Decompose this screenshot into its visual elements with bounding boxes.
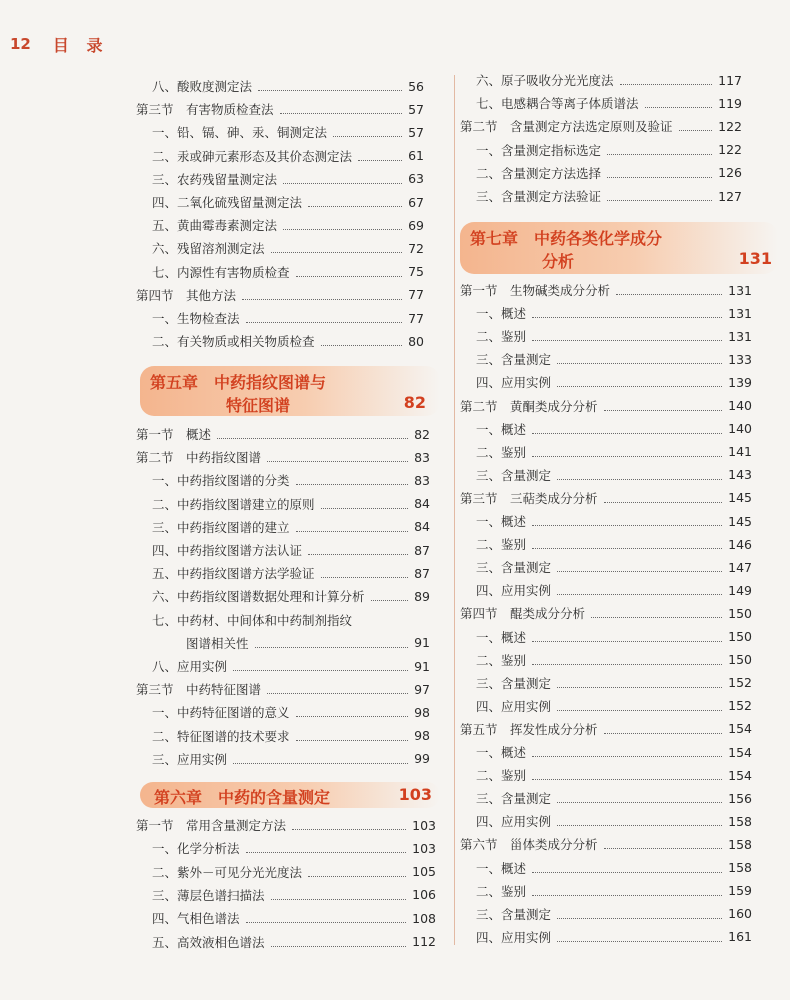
toc-entry[interactable] bbox=[152, 76, 424, 96]
leader-dots bbox=[296, 522, 409, 532]
toc-entry-title: 一、概述 bbox=[476, 514, 527, 529]
toc-entry-title: 四、应用实例 bbox=[476, 814, 552, 830]
toc-entry-title: 五、黄曲霉毒素测定法 bbox=[152, 218, 278, 234]
leader-dots bbox=[532, 539, 722, 549]
toc-entry-page: 150 bbox=[728, 652, 752, 668]
toc-entry-title: 二、鉴别 bbox=[476, 329, 527, 345]
toc-entry-title: 三、含量测定 bbox=[476, 791, 552, 807]
leader-dots bbox=[371, 591, 409, 601]
toc-entry-title: 一、概述 bbox=[476, 306, 527, 322]
toc-entry-title: 四、应用实例 bbox=[476, 698, 552, 714]
toc-entry-page: 97 bbox=[414, 681, 430, 697]
chapter-page: 131 bbox=[738, 249, 772, 268]
leader-dots bbox=[296, 731, 409, 741]
toc-entry-page: 147 bbox=[728, 559, 752, 575]
toc-entry-title: 三、含量测定 bbox=[476, 675, 552, 691]
chapter-title-line1: 第七章 中药各类化学成分 bbox=[470, 229, 663, 248]
toc-entry[interactable] bbox=[152, 331, 424, 351]
toc-entry-page: 131 bbox=[728, 305, 752, 321]
leader-dots bbox=[557, 377, 722, 387]
toc-entry-page: 127 bbox=[718, 188, 742, 204]
toc-entry[interactable] bbox=[186, 633, 430, 653]
leader-dots bbox=[532, 747, 722, 757]
leader-dots bbox=[308, 867, 406, 877]
leader-dots bbox=[557, 793, 722, 803]
toc-entry-title: 七、内源性有害物质检查 bbox=[152, 264, 290, 280]
toc-entry-page: 150 bbox=[728, 605, 752, 621]
toc-entry-title: 三、含量测定 bbox=[476, 906, 552, 922]
toc-entry-title: 第三节 三萜类成分分析 bbox=[460, 490, 598, 506]
toc-entry-title: 二、鉴别 bbox=[476, 652, 527, 668]
toc-entry-title: 四、应用实例 bbox=[476, 375, 552, 391]
toc-entry-page: 126 bbox=[718, 165, 742, 181]
toc-entry-title: 八、酸败度测定法 bbox=[152, 79, 253, 94]
toc-entry[interactable] bbox=[136, 679, 430, 699]
toc-entry-page: 131 bbox=[728, 328, 752, 344]
leader-dots bbox=[616, 285, 722, 295]
chapter-page: 103 bbox=[398, 785, 432, 804]
toc-entry-title: 三、含量测定 bbox=[476, 560, 552, 576]
toc-entry[interactable] bbox=[476, 303, 752, 323]
toc-entry-title: 第四节 醌类成分分析 bbox=[460, 606, 586, 622]
toc-entry-page: 98 bbox=[414, 704, 430, 720]
leader-dots bbox=[532, 331, 722, 341]
toc-entry-title: 第六节 甾体类成分分析 bbox=[460, 837, 598, 853]
toc-entry-page: 61 bbox=[408, 148, 424, 164]
toc-entry-title: 一、中药指纹图谱的分类 bbox=[152, 473, 290, 489]
leader-dots bbox=[557, 354, 722, 364]
toc-entry-title: 六、原子吸收分光光度法 bbox=[476, 73, 614, 88]
toc-entry[interactable] bbox=[152, 932, 436, 952]
toc-entry-title: 三、含量测定 bbox=[476, 352, 552, 368]
leader-dots bbox=[532, 863, 722, 873]
toc-entry-title: 图谱相关性 bbox=[186, 635, 249, 651]
leader-dots bbox=[604, 493, 723, 503]
toc-entry[interactable] bbox=[476, 163, 742, 183]
toc-entry[interactable] bbox=[476, 372, 752, 392]
toc-entry-title: 一、含量测定指标选定 bbox=[476, 142, 602, 158]
toc-entry-title: 第一节 常用含量测定方法 bbox=[136, 818, 287, 833]
toc-entry[interactable] bbox=[476, 673, 752, 693]
leader-dots bbox=[557, 932, 722, 942]
leader-dots bbox=[607, 191, 712, 201]
toc-entry[interactable] bbox=[476, 765, 752, 785]
toc-entry[interactable] bbox=[136, 99, 424, 119]
chapter-title-line2: 特征图谱 bbox=[226, 396, 291, 415]
toc-entry-title: 二、鉴别 bbox=[476, 537, 527, 553]
toc-entry[interactable] bbox=[152, 563, 430, 583]
toc-entry-page: 57 bbox=[408, 101, 424, 117]
toc-entry-page: 77 bbox=[408, 287, 424, 303]
toc-entry[interactable] bbox=[152, 540, 430, 560]
toc-entry-title: 三、含量测定 bbox=[476, 467, 552, 483]
leader-dots bbox=[246, 843, 407, 853]
toc-entry-page: 56 bbox=[408, 78, 424, 94]
toc-entry-page: 158 bbox=[728, 836, 752, 852]
toc-entry-page: 143 bbox=[728, 467, 752, 483]
toc-entry[interactable] bbox=[152, 215, 424, 235]
toc-entry[interactable] bbox=[476, 70, 742, 90]
leader-dots bbox=[217, 429, 408, 439]
toc-entry[interactable] bbox=[476, 557, 752, 577]
toc-entry-title: 二、鉴别 bbox=[476, 883, 527, 899]
toc-entry[interactable] bbox=[152, 586, 430, 606]
toc-entry[interactable] bbox=[476, 904, 752, 924]
toc-entry-page: 84 bbox=[414, 496, 430, 512]
toc-entry-title: 一、化学分析法 bbox=[152, 841, 240, 857]
toc-entry-page: 87 bbox=[414, 542, 430, 558]
toc-entry[interactable] bbox=[152, 169, 424, 189]
toc-entry[interactable] bbox=[460, 603, 752, 623]
toc-entry-title: 三、农药残留量测定法 bbox=[152, 171, 278, 187]
toc-entry[interactable] bbox=[152, 656, 430, 676]
toc-entry-title: 第一节 生物碱类成分分析 bbox=[460, 283, 611, 298]
toc-entry-page: 83 bbox=[414, 472, 430, 488]
toc-entry-page: 154 bbox=[728, 767, 752, 783]
page-number: 12 bbox=[10, 35, 31, 53]
toc-entry-title: 一、生物检查法 bbox=[152, 311, 240, 326]
toc-entry-page: 112 bbox=[412, 934, 436, 949]
toc-entry-page: 75 bbox=[408, 264, 424, 280]
toc-entry-page: 89 bbox=[414, 588, 430, 604]
leader-dots bbox=[246, 913, 407, 923]
leader-dots bbox=[271, 890, 407, 900]
toc-entry[interactable] bbox=[152, 238, 424, 258]
toc-entry-title: 六、中药指纹图谱数据处理和计算分析 bbox=[152, 589, 365, 605]
toc-entry[interactable] bbox=[152, 146, 424, 166]
toc-entry[interactable] bbox=[476, 881, 752, 901]
toc-entry[interactable] bbox=[476, 811, 752, 831]
toc-entry[interactable] bbox=[476, 788, 752, 808]
toc-entry[interactable] bbox=[476, 580, 752, 600]
toc-entry[interactable] bbox=[476, 465, 752, 485]
toc-entry-title: 第二节 含量测定方法选定原则及验证 bbox=[460, 119, 673, 135]
toc-entry-page: 83 bbox=[414, 449, 430, 465]
toc-entry-page: 146 bbox=[728, 536, 752, 552]
leader-dots bbox=[679, 121, 713, 131]
toc-entry-title: 四、应用实例 bbox=[476, 929, 552, 945]
toc-entry-page: 119 bbox=[718, 95, 742, 111]
leader-dots bbox=[271, 243, 403, 253]
toc-entry-page: 133 bbox=[728, 351, 752, 367]
toc-entry-title: 二、鉴别 bbox=[476, 444, 527, 460]
leader-dots bbox=[258, 81, 402, 91]
leader-dots bbox=[233, 754, 408, 764]
toc-entry-title: 五、中药指纹图谱方法学验证 bbox=[152, 566, 315, 582]
leader-dots bbox=[296, 707, 409, 717]
toc-entry-page: 141 bbox=[728, 444, 752, 460]
toc-entry[interactable] bbox=[476, 349, 752, 369]
leader-dots bbox=[246, 313, 403, 323]
leader-dots bbox=[557, 470, 722, 480]
leader-dots bbox=[532, 770, 722, 780]
toc-entry[interactable] bbox=[476, 534, 752, 554]
toc-entry[interactable] bbox=[152, 192, 424, 212]
toc-entry[interactable] bbox=[152, 262, 424, 282]
toc-entry[interactable] bbox=[460, 396, 752, 416]
toc-entry-title: 四、应用实例 bbox=[476, 583, 552, 599]
toc-entry-title: 二、汞或砷元素形态及其价态测定法 bbox=[152, 148, 353, 164]
toc-entry[interactable] bbox=[152, 517, 430, 537]
leader-dots bbox=[557, 585, 722, 595]
toc-entry-page: 122 bbox=[718, 142, 742, 158]
toc-entry-page: 84 bbox=[414, 519, 430, 535]
chapter-title-line1: 第五章 中药指纹图谱与 bbox=[150, 373, 327, 392]
toc-entry-title: 三、中药指纹图谱的建立 bbox=[152, 519, 290, 535]
toc-entry-title: 六、残留溶剂测定法 bbox=[152, 241, 265, 257]
toc-entry-page: 156 bbox=[728, 790, 752, 806]
leader-dots bbox=[283, 220, 402, 230]
toc-entry-title: 第一节 概述 bbox=[136, 427, 212, 442]
toc-entry-page: 150 bbox=[728, 629, 752, 644]
toc-entry[interactable] bbox=[460, 488, 752, 508]
page-title: 目 录 bbox=[52, 35, 109, 55]
toc-entry-title: 二、鉴别 bbox=[476, 768, 527, 784]
toc-entry-page: 105 bbox=[412, 864, 436, 880]
leader-dots bbox=[267, 684, 408, 694]
toc-entry-title: 第四节 其他方法 bbox=[136, 287, 237, 303]
toc-entry[interactable] bbox=[476, 442, 752, 462]
toc-entry-title: 一、中药特征图谱的意义 bbox=[152, 705, 290, 721]
toc-entry[interactable] bbox=[476, 742, 752, 762]
toc-entry[interactable] bbox=[136, 285, 424, 305]
toc-entry[interactable] bbox=[460, 834, 752, 854]
leader-dots bbox=[280, 104, 403, 114]
leader-dots bbox=[532, 308, 722, 318]
toc-entry-title: 四、二氧化硫残留量测定法 bbox=[152, 195, 303, 210]
toc-entry-page: 91 bbox=[414, 635, 430, 651]
toc-entry-page: 154 bbox=[728, 744, 752, 760]
toc-entry[interactable] bbox=[152, 610, 430, 630]
toc-entry[interactable] bbox=[476, 140, 742, 160]
toc-entry-page: 160 bbox=[728, 906, 752, 922]
leader-dots bbox=[645, 98, 713, 108]
toc-entry[interactable] bbox=[136, 815, 436, 835]
leader-dots bbox=[557, 701, 722, 711]
leader-dots bbox=[532, 632, 722, 642]
toc-entry[interactable] bbox=[476, 419, 752, 439]
toc-entry[interactable] bbox=[476, 696, 752, 716]
toc-entry-page: 152 bbox=[728, 675, 752, 691]
toc-entry-page: 106 bbox=[412, 887, 436, 903]
leader-dots bbox=[242, 290, 402, 300]
leader-dots bbox=[532, 447, 722, 457]
toc-entry[interactable] bbox=[460, 719, 752, 739]
toc-entry[interactable] bbox=[476, 650, 752, 670]
leader-dots bbox=[321, 499, 409, 509]
chapter-page: 82 bbox=[403, 393, 426, 412]
toc-entry[interactable] bbox=[476, 93, 742, 113]
toc-entry-page: 158 bbox=[728, 860, 752, 875]
toc-entry-page: 72 bbox=[408, 240, 424, 256]
leader-dots bbox=[296, 267, 403, 277]
toc-entry[interactable] bbox=[476, 927, 752, 947]
toc-entry-title: 二、紫外－可见分光光度法 bbox=[152, 864, 303, 880]
toc-entry[interactable] bbox=[476, 186, 742, 206]
leader-dots bbox=[333, 127, 402, 137]
toc-entry-title: 三、薄层色谱扫描法 bbox=[152, 887, 265, 903]
toc-entry[interactable] bbox=[152, 862, 436, 882]
toc-entry-title: 三、含量测定方法验证 bbox=[476, 189, 602, 204]
toc-entry-page: 139 bbox=[728, 374, 752, 390]
toc-entry[interactable] bbox=[460, 116, 742, 136]
toc-entry-page: 63 bbox=[408, 171, 424, 187]
leader-dots bbox=[604, 724, 723, 734]
toc-entry-page: 117 bbox=[718, 72, 742, 88]
chapter-title-line1: 第六章 中药的含量测定 bbox=[154, 788, 331, 807]
leader-dots bbox=[607, 145, 712, 155]
toc-entry[interactable] bbox=[476, 326, 752, 346]
toc-entry-page: 152 bbox=[728, 698, 752, 714]
leader-dots bbox=[308, 197, 402, 207]
toc-entry-page: 159 bbox=[728, 883, 752, 899]
leader-dots bbox=[532, 655, 722, 665]
toc-entry-page: 108 bbox=[412, 910, 436, 926]
leader-dots bbox=[557, 562, 722, 572]
toc-entry-page: 154 bbox=[728, 721, 752, 737]
leader-dots bbox=[233, 661, 408, 671]
leader-dots bbox=[557, 678, 722, 688]
toc-entry-page: 67 bbox=[408, 194, 424, 210]
toc-entry[interactable] bbox=[152, 308, 424, 328]
toc-entry-title: 一、概述 bbox=[476, 860, 527, 876]
toc-entry[interactable] bbox=[152, 122, 424, 142]
leader-dots bbox=[557, 909, 722, 919]
toc-entry-title: 第五节 挥发性成分分析 bbox=[460, 721, 598, 737]
toc-entry-title: 一、概述 bbox=[476, 421, 527, 437]
toc-entry[interactable] bbox=[152, 470, 430, 490]
leader-dots bbox=[321, 568, 409, 578]
toc-entry-page: 149 bbox=[728, 582, 752, 598]
toc-entry-title: 八、应用实例 bbox=[152, 659, 228, 674]
leader-dots bbox=[321, 336, 403, 346]
toc-entry-title: 七、电感耦合等离子体质谱法 bbox=[476, 96, 639, 112]
toc-entry-title: 二、有关物质或相关物质检查 bbox=[152, 334, 315, 350]
toc-entry-title: 二、含量测定方法选择 bbox=[476, 165, 602, 181]
toc-entry-page: 82 bbox=[414, 426, 430, 442]
toc-entry-page: 161 bbox=[728, 929, 752, 945]
toc-entry-page: 57 bbox=[408, 124, 424, 140]
leader-dots bbox=[296, 475, 409, 485]
toc-entry[interactable] bbox=[136, 447, 430, 467]
leader-dots bbox=[557, 816, 722, 826]
leader-dots bbox=[358, 151, 402, 161]
leader-dots bbox=[607, 168, 712, 178]
toc-entry-page: 103 bbox=[412, 840, 436, 856]
toc-entry[interactable] bbox=[152, 749, 430, 769]
toc-entry-page: 122 bbox=[718, 118, 742, 134]
toc-entry[interactable] bbox=[152, 908, 436, 928]
leader-dots bbox=[271, 937, 407, 947]
toc-entry-page: 145 bbox=[728, 513, 752, 529]
toc-entry[interactable] bbox=[152, 885, 436, 905]
leader-dots bbox=[620, 75, 713, 85]
toc-entry-title: 一、概述 bbox=[476, 745, 527, 760]
toc-entry-page: 103 bbox=[412, 817, 436, 833]
toc-entry-page: 140 bbox=[728, 398, 752, 413]
toc-entry-title: 第三节 中药特征图谱 bbox=[136, 682, 262, 698]
toc-entry-title: 五、高效液相色谱法 bbox=[152, 934, 265, 950]
leader-dots bbox=[532, 424, 722, 434]
leader-dots bbox=[604, 401, 723, 411]
toc-entry-page: 98 bbox=[414, 728, 430, 744]
toc-entry-title: 第二节 中药指纹图谱 bbox=[136, 450, 262, 466]
toc-entry[interactable] bbox=[152, 702, 430, 722]
leader-dots bbox=[292, 820, 406, 830]
toc-entry-title: 二、中药指纹图谱建立的原则 bbox=[152, 496, 315, 512]
toc-entry-title: 一、概述 bbox=[476, 629, 527, 645]
toc-entry-title: 一、铅、镉、砷、汞、铜测定法 bbox=[152, 125, 328, 141]
toc-entry[interactable] bbox=[152, 726, 430, 746]
toc-entry-title: 七、中药材、中间体和中药制剂指纹 bbox=[152, 612, 353, 628]
toc-entry-title: 第二节 黄酮类成分分析 bbox=[460, 398, 598, 414]
toc-entry-page: 87 bbox=[414, 565, 430, 581]
toc-entry[interactable] bbox=[460, 280, 752, 300]
toc-entry[interactable] bbox=[152, 494, 430, 514]
leader-dots bbox=[255, 638, 409, 648]
toc-entry-title: 三、应用实例 bbox=[152, 751, 228, 767]
toc-entry[interactable] bbox=[152, 838, 436, 858]
leader-dots bbox=[604, 839, 723, 849]
toc-entry-page: 91 bbox=[414, 658, 430, 674]
toc-entry-page: 80 bbox=[408, 333, 424, 349]
leader-dots bbox=[591, 608, 722, 618]
leader-dots bbox=[532, 516, 722, 526]
toc-entry-page: 158 bbox=[728, 813, 752, 829]
toc-entry-title: 第三节 有害物质检查法 bbox=[136, 102, 274, 118]
toc-entry[interactable] bbox=[476, 511, 752, 531]
toc-entry-page: 69 bbox=[408, 217, 424, 233]
leader-dots bbox=[267, 452, 408, 462]
toc-entry[interactable] bbox=[476, 627, 752, 647]
toc-entry-title: 四、气相色谱法 bbox=[152, 911, 240, 927]
toc-entry-page: 140 bbox=[728, 421, 752, 437]
leader-dots bbox=[283, 174, 402, 184]
toc-entry[interactable] bbox=[136, 424, 430, 444]
toc-entry-page: 145 bbox=[728, 490, 752, 506]
leader-dots bbox=[308, 545, 408, 555]
toc-entry-page: 99 bbox=[414, 751, 430, 767]
toc-entry-title: 二、特征图谱的技术要求 bbox=[152, 728, 290, 744]
toc-entry-page: 77 bbox=[408, 310, 424, 326]
leader-dots bbox=[532, 886, 722, 896]
chapter-title-line2: 分析 bbox=[542, 252, 575, 271]
toc-entry-page: 131 bbox=[728, 282, 752, 298]
toc-entry-title: 四、中药指纹图谱方法认证 bbox=[152, 543, 303, 558]
toc-entry[interactable] bbox=[476, 858, 752, 878]
